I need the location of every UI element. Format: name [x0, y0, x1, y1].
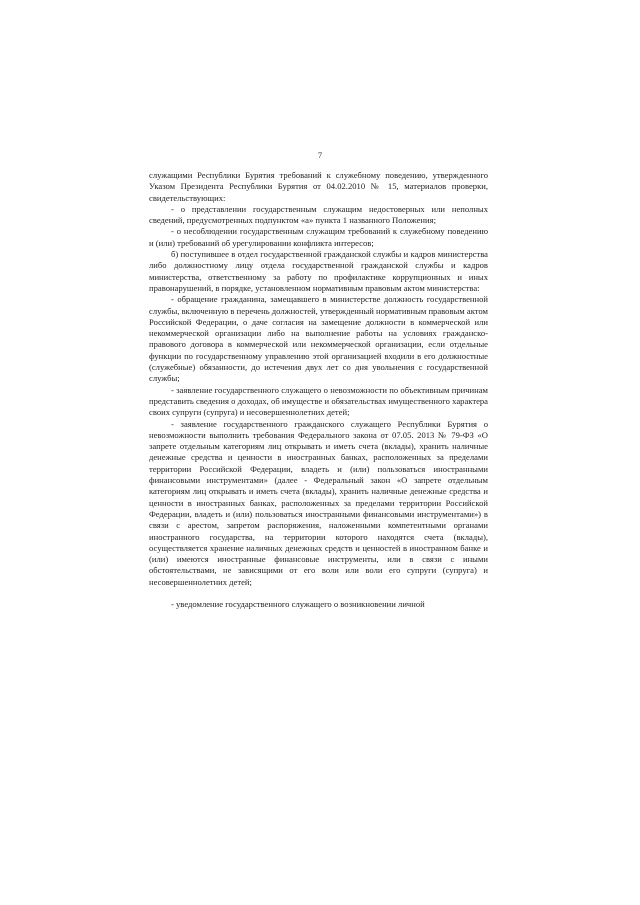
- paragraph-5: - обращение гражданина, замещавшего в министерстве должность государственной службы, включенную в перечень должностей, утвержденный нормативным правовым актом Российской Федерации, о даче согласия на замещение должности в коммерческой или некоммерческой организации либо на выполнение работы на условиях гражданско-правового договора в коммерческой или некоммерческой организации, если отдельные функции по государственному управлению этой организацией входили в его должностные (служебные) обязанности, до истечения двух лет со дня увольнения с государственной службы;: [149, 294, 488, 384]
- paragraph-2: - о представлении государственным служащим недостоверных или неполных сведений, предусмотренных подпунктом «а» пункта 1 названного Положения;: [149, 203, 488, 226]
- paragraph-1: служащими Республики Бурятия требований к служебному поведению, утвержденного Указом Президента Республики Бурятия от 04.02.2010 № 15, материалов проверки, свидетельствующих:: [149, 170, 488, 203]
- paragraph-3: - о несоблюдении государственным служащим требований к служебному поведению и (или) требований об урегулировании конфликта интересов;: [149, 226, 488, 248]
- paragraph-7: - заявление государственного гражданского служащего Республики Бурятия о невозможности выполнить требования Федерального закона от 07.05. 2013 № 79-ФЗ «О запрете отдельным категориям лиц открывать и иметь счета (вклады), хранить наличные денежные средства и ценности в иностранных банках, расположенных за пределами территории Российской Федерации, владеть и (или) пользоваться иностранными финансовыми инструментами» (далее - Федеральный закон «О запрете отдельным категориям лиц открывать и иметь счета (вклады), хранить наличные денежные средства и ценности в иностранных банках, расположенных за пределами территории Российской Федерации, владеть и (или) пользоваться иностранными финансовыми инструментами») в связи с арестом, запретом распоряжения, наложенными компетентными органами иностранного государства, на территории которого находятся счета (вклады), осуществляется хранение наличных денежных средств и ценностей в иностранном банке и (или) имеются иностранные финансовые инструменты, или в связи с иными обстоятельствами, не зависящими от его воли или воли его супруги (супруга) и несовершеннолетних детей;: [149, 418, 488, 587]
- paragraph-4: б) поступившее в отдел государственной гражданской службы и кадров министерства либо должностному лицу отдела государственной гражданской службы и кадров министерства, ответственному за работу по профилактике коррупционных и иных правонарушений, в порядке, установленном нормативным правовым актом министерства:: [149, 249, 488, 293]
- paragraph-8: - уведомление государственного служащего о возникновении личной: [171, 598, 425, 609]
- body-text: [149, 170, 488, 610]
- paragraph-6: - заявление государственного служащего о невозможности по объективным причинам представить сведения о доходах, об имуществе и обязательствах имущественного характера своих супруги (супруга) и несовершеннолетних детей;: [149, 384, 488, 418]
- page-number: 7: [317, 150, 323, 160]
